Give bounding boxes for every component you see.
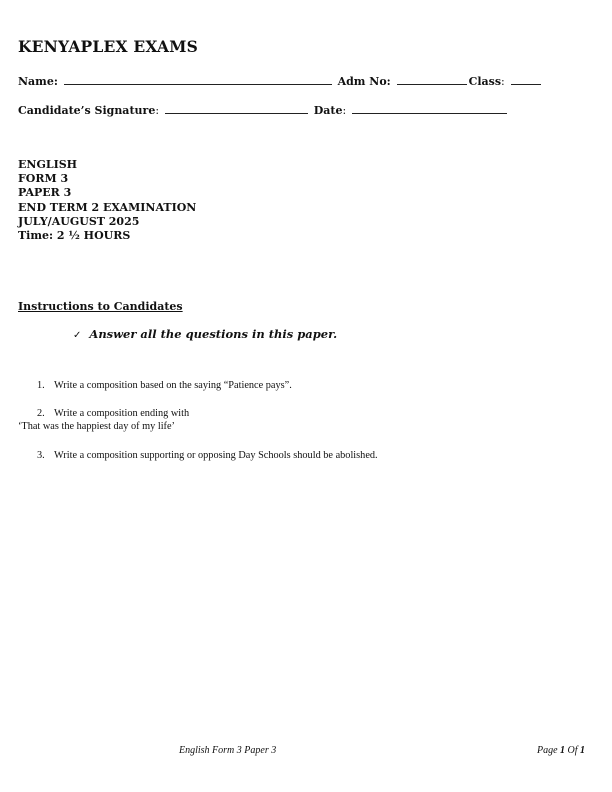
- signature-label: Candidate’s Signature: [18, 104, 156, 117]
- session: JULY/AUGUST 2025: [18, 214, 140, 228]
- exam-name: END TERM 2 EXAMINATION: [18, 200, 197, 214]
- footer-title: English Form 3 Paper 3: [179, 745, 277, 756]
- page-number: [537, 745, 585, 756]
- question-2-continuation: ‘That was the happiest day of my life’: [18, 421, 175, 432]
- check-icon: ✓: [73, 330, 82, 341]
- date-colon: :: [342, 104, 347, 117]
- exam-title: KENYAPLEX EXAMS: [18, 37, 199, 56]
- name-field[interactable]: [64, 83, 332, 85]
- class-field[interactable]: [511, 83, 541, 85]
- class-colon: :: [501, 75, 505, 88]
- signature-field[interactable]: [165, 112, 308, 114]
- question-text: Write a composition supporting or opposing Day Schools should be abolished.: [54, 450, 378, 461]
- class-label: Class: [468, 75, 502, 88]
- question-1: [37, 380, 292, 391]
- question-text: Write a composition based on the saying “Patience pays”.: [54, 380, 292, 391]
- instruction-text: Answer all the questions in this paper.: [89, 327, 338, 341]
- question-text: Write a composition ending with: [54, 408, 190, 419]
- exam-info: [18, 158, 196, 243]
- instructions-heading: Instructions to Candidates: [18, 300, 183, 313]
- name-adm-class-row: [18, 75, 543, 88]
- time-allowed: Time: 2 ½ HOURS: [18, 229, 131, 243]
- subject: ENGLISH: [18, 158, 78, 171]
- question-3: [37, 450, 378, 461]
- signature-date-row: [18, 104, 509, 117]
- question-number: 2.: [37, 408, 45, 419]
- instruction-item: [73, 327, 337, 341]
- question-2: [37, 408, 189, 419]
- adm-label: Adm No:: [337, 75, 391, 88]
- page-total: 1: [580, 745, 586, 756]
- question-number: 3.: [37, 450, 45, 461]
- paper: PAPER 3: [18, 186, 72, 200]
- name-label: Name:: [18, 75, 58, 88]
- form: FORM 3: [18, 172, 69, 186]
- page-of: Of: [565, 745, 581, 756]
- page-prefix: Page: [537, 745, 561, 756]
- adm-no-field[interactable]: [397, 83, 467, 85]
- signature-colon: :: [155, 104, 160, 117]
- page-current: 1: [560, 745, 566, 756]
- question-number: 1.: [37, 380, 45, 391]
- date-label: Date: [313, 104, 343, 117]
- date-field[interactable]: [352, 112, 507, 114]
